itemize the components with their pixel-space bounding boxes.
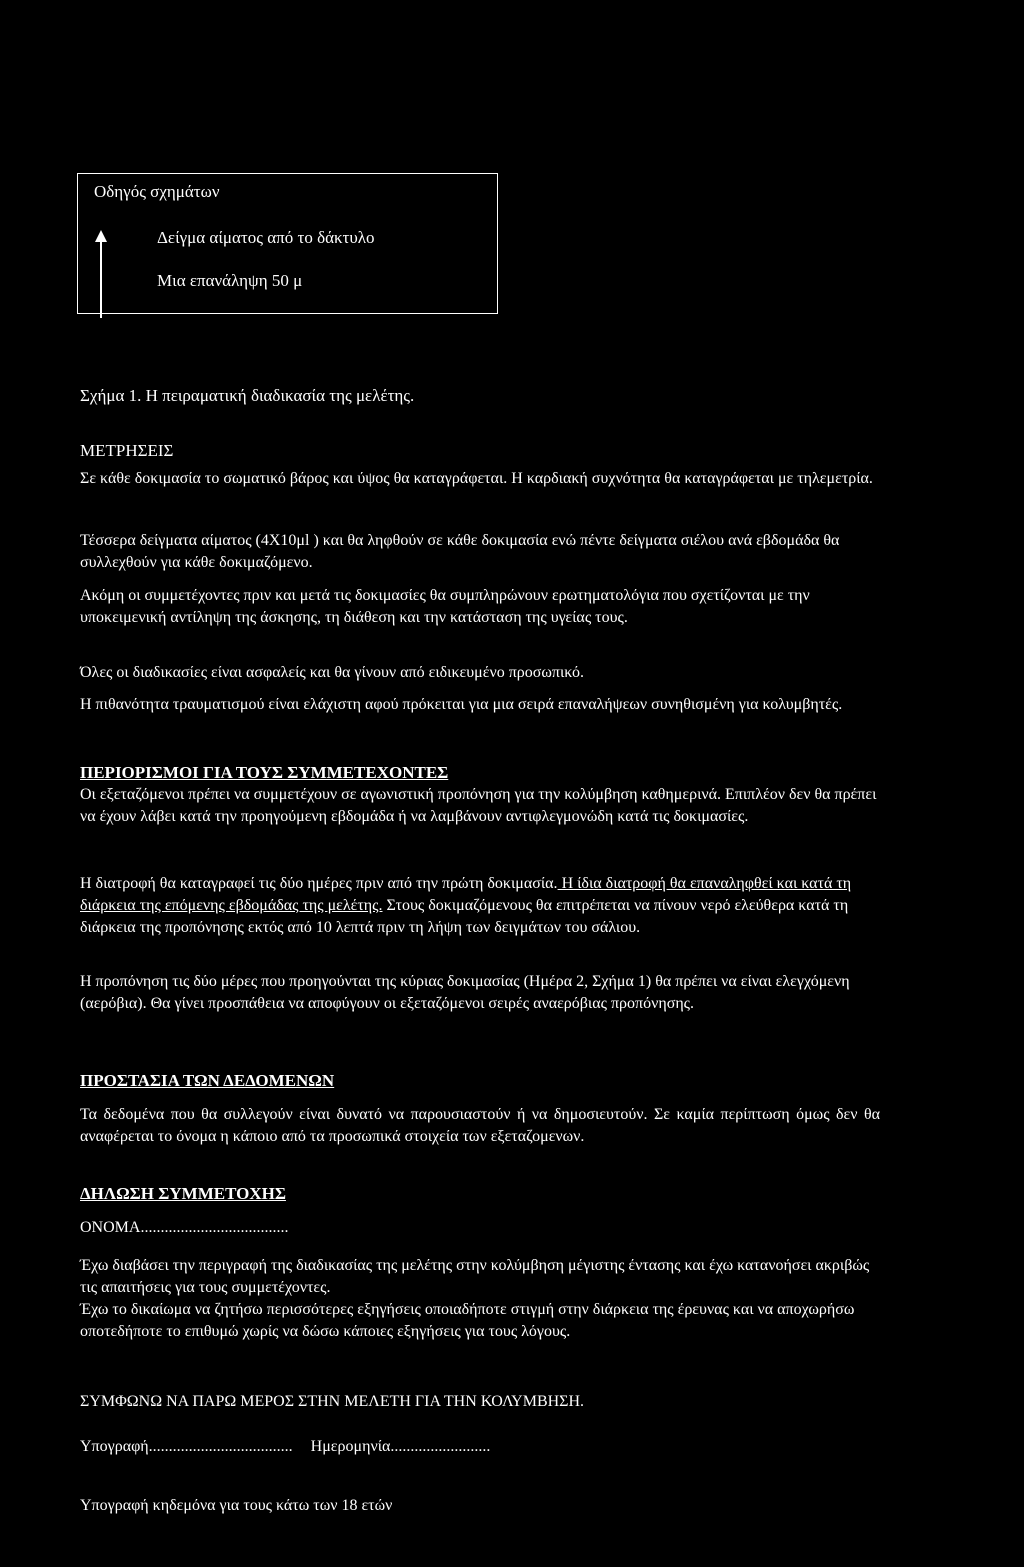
date-line: Ημερομηνία.........................	[310, 1438, 491, 1455]
legend-item-blood-sample: Δείγμα αίματος από το δάκτυλο	[157, 228, 375, 247]
up-arrow-icon	[93, 230, 109, 318]
restrictions-section	[80, 762, 880, 828]
participation-paragraph-1: Έχω διαβάσει την περιγραφή της διαδικασίας της μελέτης στην κολύμβηση μέγιστης έντασης και έχω κατανοήσει ακριβώς τις απαιτήσεις για τους συμμετέχοντες.	[80, 1257, 870, 1296]
measurements-paragraph-3: Ακόμη οι συμμετέχοντες πριν και μετά τις δοκιμασίες θα συμπληρώνουν ερωτηματολόγια που σχετίζονται με την υποκειμενική αντίληψη της άσκησης, τη διάθεση και την κατάσταση της υγείας τους.	[80, 587, 810, 626]
restrictions-paragraph-2	[80, 873, 880, 939]
signature-row	[80, 1436, 880, 1458]
restrictions-paragraph-2-wrap	[80, 873, 880, 939]
diet-repeat-text: Η ίδια διατροφή θα επαναληφθεί και κατά τη διάρκεια της επόμενης εβδομάδας της μελέτης.	[80, 875, 852, 914]
restrictions-heading: ΠΕΡΙΟΡΙΣΜΟΙ ΓΙΑ ΤΟΥΣ ΣΥΜΜΕΤΕΧΟΝΤΕΣ	[80, 763, 449, 782]
participation-paragraph-1-wrap	[80, 1255, 880, 1343]
measurements-section	[80, 440, 880, 490]
legend-item-repetition: Μια επανάληψη 50 μ	[157, 271, 303, 290]
data-protection-heading: ΠΡΟΣΤΑΣΙΑ ΤΩΝ ΔΕΔΟΜΕΝΩΝ	[80, 1071, 335, 1090]
guardian-signature-line: Υπογραφή κηδεμόνα για τους κάτω των 18 ετών	[80, 1497, 393, 1514]
measurements-paragraph-4-wrap	[80, 662, 880, 684]
restrictions-paragraph-1: Οι εξεταζόμενοι πρέπει να συμμετέχουν σε αγωνιστική προπόνηση για την κολύμβηση καθημερινά. Επιπλέον δεν θα πρέπει να έχουν λάβει κατά την προηγούμενη εβδομάδα ή να λαμβάνουν αντιφλεγμονώδη κατά τις δοκιμασίες.	[80, 786, 877, 825]
signature-line: Υπογραφή....................................	[80, 1438, 293, 1455]
measurements-paragraph-1: Σε κάθε δοκιμασία το σωματικό βάρος και ύψος θα καταγράφεται. Η καρδιακή συχνότητα θα καταγράφεται με τηλεμετρία.	[80, 470, 873, 487]
agreement-statement: ΣΥΜΦΩΝΩ ΝΑ ΠΑΡΩ ΜΕΡΟΣ ΣΤΗΝ ΜΕΛΕΤΗ ΓΙΑ ΤΗΝ ΚΟΛΥΜΒΗΣΗ.	[80, 1393, 585, 1410]
measurements-paragraph-5: Η πιθανότητα τραυματισμού είναι ελάχιστη αφού πρόκειται για μια σειρά επαναλήψεων συνηθισμένη για κολυμβητές.	[80, 696, 843, 713]
figure-caption: Σχήμα 1. Η πειραματική διαδικασία της μελέτης.	[80, 386, 415, 405]
measurements-paragraph-2-wrap	[80, 530, 880, 574]
agreement-line-wrap	[80, 1391, 880, 1413]
guardian-signature-wrap	[80, 1495, 880, 1517]
measurements-paragraph-2: Τέσσερα δείγματα αίματος (4Χ10μl ) και θα ληφθούν σε κάθε δοκιμασία ενώ πέντε δείγματα σιέλου ανά εβδομάδα θα συλλεχθούν για κάθε δοκιμαζόμενο.	[80, 532, 840, 571]
data-protection-section	[80, 1070, 880, 1148]
name-field-line: ΟΝΟΜΑ.....................................	[80, 1219, 289, 1236]
measurements-heading: ΜΕΤΡΗΣΕΙΣ	[80, 441, 174, 460]
data-protection-paragraph: Τα δεδομένα που θα συλλεγούν είναι δυνατό να παρουσιαστούν ή να δημοσιευτούν. Σε καμία περίπτωση όμως δεν θα αναφέρεται το όνομα η κάποιο από τα προσωπικά στοιχεία των εξεταζομενων.	[80, 1106, 880, 1145]
restrictions-paragraph-3-wrap	[80, 971, 880, 1015]
restrictions-paragraph-3: Η προπόνηση τις δύο μέρες που προηγούνται της κύριας δοκιμασίας (Ημέρα 2, Σχήμα 1) θα πρέπει να είναι ελεγχόμενη (αερόβια). Θα γίνει προσπάθεια να αποφύγουν οι εξεταζόμενοι σειρές αναερόβιας προπόνησης.	[80, 973, 850, 1012]
measurements-paragraph-4: Όλες οι διαδικασίες είναι ασφαλείς και θα γίνουν από ειδικευμένο προσωπικό.	[80, 664, 585, 681]
participation-paragraph-2: Έχω το δικαίωμα να ζητήσω περισσότερες εξηγήσεις οποιαδήποτε στιγμή στην διάρκεια της έρευνας και να αποχωρήσω οποτεδήποτε το επιθυμώ χωρίς να δώσω κάποιες εξηγήσεις για τους λόγους.	[80, 1301, 855, 1340]
measurements-paragraph-5-wrap	[80, 694, 880, 716]
participation-section	[80, 1183, 880, 1239]
figure-legend-box	[77, 173, 498, 314]
legend-title: Οδηγός σχημάτων	[94, 182, 220, 201]
participation-heading: ΔΗΛΩΣΗ ΣΥΜΜΕΤΟΧΗΣ	[80, 1184, 286, 1203]
measurements-paragraph-3-wrap	[80, 585, 880, 629]
diet-recording-text: Η διατροφή θα καταγραφεί τις δύο ημέρες πριν από την πρώτη δοκιμασία.	[80, 875, 558, 892]
water-intake-text: Στους δοκιμαζόμενους θα επιτρέπεται να πίνουν νερό ελεύθερα κατά τη διάρκεια της προπόνησης εκτός από 10 λεπτά πριν τη λήψη των δειγμάτων του σάλιου.	[80, 897, 849, 936]
